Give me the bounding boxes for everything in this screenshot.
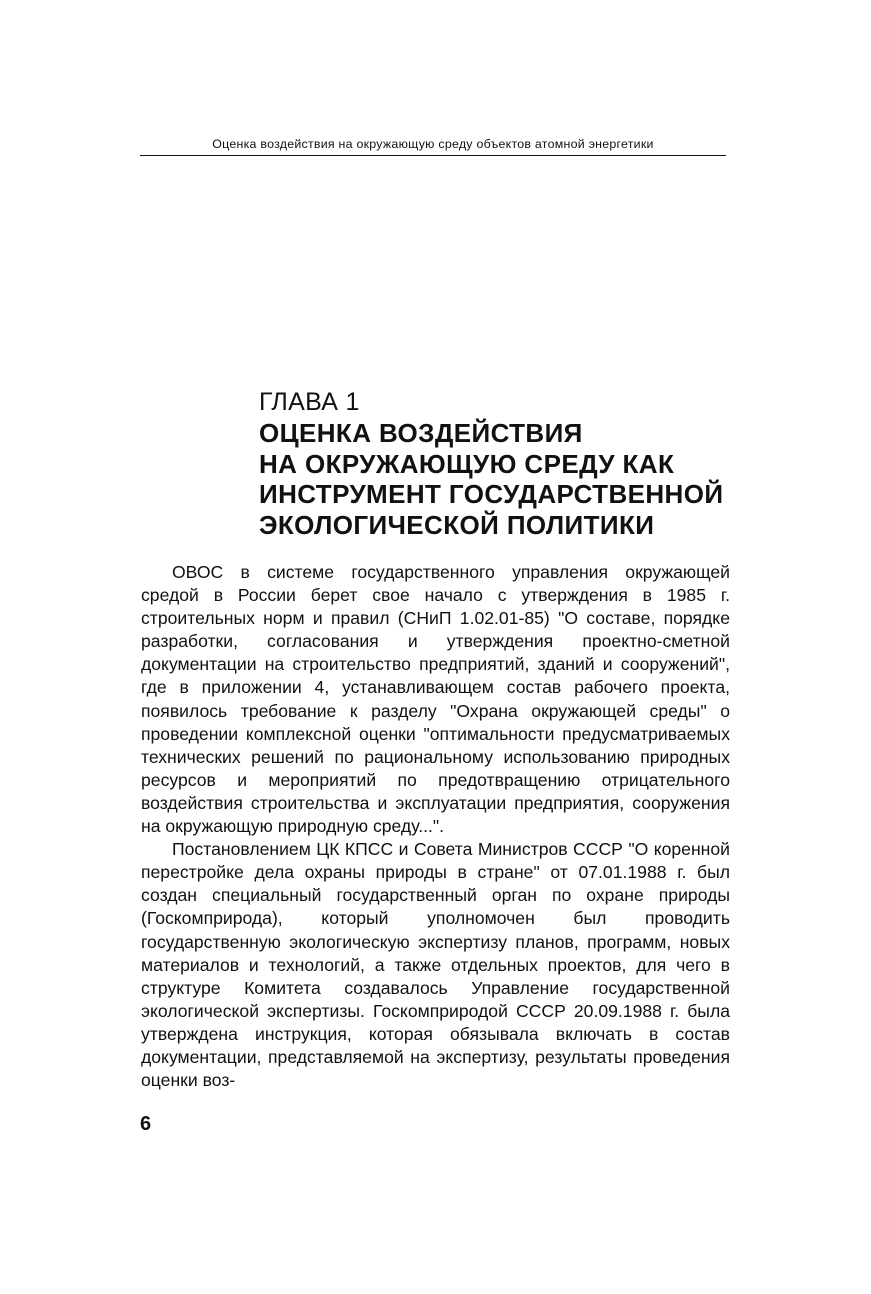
- body-text: [141, 561, 730, 1092]
- page-number: 6: [140, 1113, 152, 1135]
- chapter-heading: [259, 386, 723, 540]
- chapter-title-line: НА ОКРУЖАЮЩУЮ СРЕДУ КАК: [259, 448, 675, 479]
- chapter-title-line: ИНСТРУМЕНТ ГОСУДАРСТВЕННОЙ: [259, 479, 724, 509]
- chapter-label: ГЛАВА 1: [259, 388, 360, 416]
- chapter-title: [259, 418, 723, 540]
- chapter-title-line: ЭКОЛОГИЧЕСКОЙ ПОЛИТИКИ: [259, 509, 655, 540]
- paragraph: Постановлением ЦК КПСС и Совета Министров СССР "О коренной перестройке дела охраны природы в стране" от 07.01.1988 г. был создан специальный государственный орган по охране природы (Госкомприрода), который уполномочен был проводить государственную экологическую экспертизу планов, программ, новых материалов и технологий, а также отдельных проектов, для чего в структуре Комитета создавалось Управление государственной экологической экспертизы. Госкомприродой СССР 20.09.1988 г. была утверждена инструкция, которая обязывала включать в состав документации, представляемой на экспертизу, результаты проведения оценки воз-: [141, 839, 730, 1091]
- header-rule: [140, 155, 726, 156]
- chapter-title-line: ОЦЕНКА ВОЗДЕЙСТВИЯ: [259, 418, 583, 448]
- paragraph: ОВОС в системе государственного управления окружающей средой в России берет свое начало с утверждения в 1985 г. строительных норм и правил (СНиП 1.02.01-85) "О составе, порядке разработки, согласования и утверждения проектно-сметной документации на строительство предприятий, зданий и сооружений", где в приложении 4, устанавливающем состав рабочего проекта, появилось требование к разделу "Охрана окружающей среды" о проведении комплексной оценки "оптимальности предусматриваемых технических решений по рациональному использованию природных ресурсов и мероприятий по предотвращению отрицательного воздействия строительства и эксплуатации предприятия, сооружения на окружающую природную среду...".: [141, 562, 730, 837]
- running-head: Оценка воздействия на окружающую среду объектов атомной энергетики: [212, 137, 654, 151]
